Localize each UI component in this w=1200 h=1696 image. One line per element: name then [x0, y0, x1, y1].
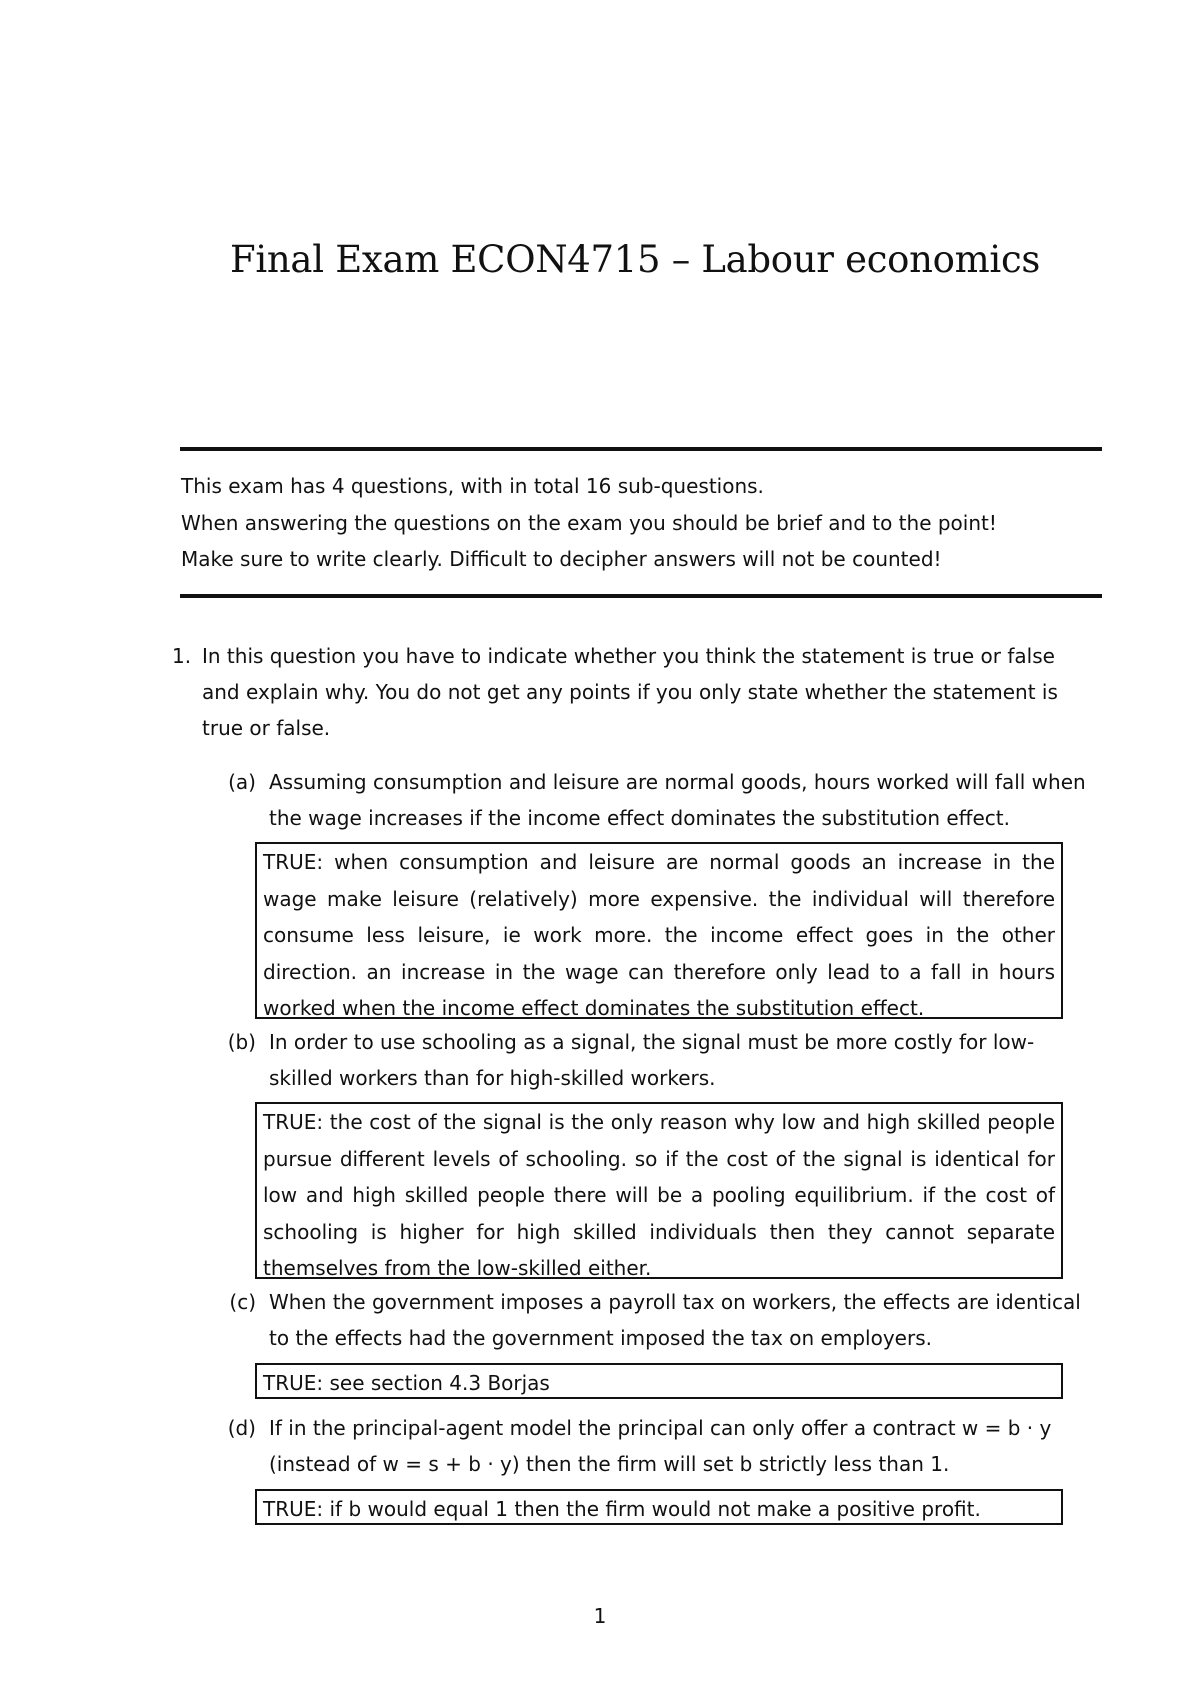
subquestion-label: (c): [229, 1290, 256, 1314]
subquestion-text: When the government imposes a payroll tax on workers, the effects are identical to the effects had the government imposed the tax on employers.: [269, 1290, 1081, 1350]
subquestion-text: In order to use schooling as a signal, the signal must be more costly for low-skilled workers than for high-skilled workers.: [269, 1030, 1035, 1090]
top-rule: [180, 447, 1102, 451]
bottom-rule: [180, 594, 1102, 598]
subquestion-label: (a): [228, 770, 256, 794]
answer-text: if b would equal 1 then the firm would not make a positive profit.: [329, 1497, 981, 1521]
answer-tag: TRUE:: [263, 850, 324, 874]
instructions-block: [181, 468, 997, 578]
question-number: 1.: [172, 644, 192, 668]
subquestion-label: (d): [227, 1416, 256, 1440]
answer-text: see section 4.3 Borjas: [329, 1371, 550, 1395]
answer-box-d: [255, 1489, 1063, 1525]
instruction-line: Make sure to write clearly. Difficult to decipher answers will not be counted!: [181, 547, 942, 571]
answer-tag: TRUE:: [263, 1110, 324, 1134]
page-number: 1: [593, 1604, 607, 1628]
subquestion-text: Assuming consumption and leisure are normal goods, hours worked will fall when the wage increases if the income effect dominates the substitution effect.: [269, 770, 1086, 830]
answer-tag: TRUE:: [263, 1497, 324, 1521]
answer-text: when consumption and leisure are normal goods an increase in the wage make leisure (relatively) more expensive. the individual will therefore consume less leisure, ie work more. the income effect goes in the other direction. an increase in the wage can therefore only lead to a fall in hours worked when the income effect dominates the substitution effect.: [263, 850, 1056, 1020]
subquestion-label: (b): [227, 1030, 256, 1054]
exam-title: Final Exam ECON4715 – Labour economics: [230, 238, 1041, 281]
answer-box-b: [255, 1102, 1063, 1279]
instruction-line: When answering the questions on the exam you should be brief and to the point!: [181, 510, 997, 535]
subquestion-text: If in the principal-agent model the principal can only offer a contract w = b · y (instead of w = s + b · y) then the firm will set b strictly less than 1.: [269, 1416, 1052, 1476]
answer-tag: TRUE:: [263, 1371, 324, 1395]
answer-box-a: [255, 842, 1063, 1019]
instruction-line: This exam has 4 questions, with in total 16 sub-questions.: [181, 474, 764, 498]
answer-box-c: [255, 1363, 1063, 1399]
answer-text: the cost of the signal is the only reason why low and high skilled people pursue different levels of schooling. so if the cost of the signal is identical for low and high skilled people there will be a pooling equilibrium. if the cost of schooling is higher for high skilled individuals then they cannot separate themselves from the low-skilled either.: [263, 1110, 1055, 1280]
question-text: In this question you have to indicate whether you think the statement is true or false and explain why. You do not get any points if you only state whether the statement is true or false.: [202, 644, 1058, 740]
